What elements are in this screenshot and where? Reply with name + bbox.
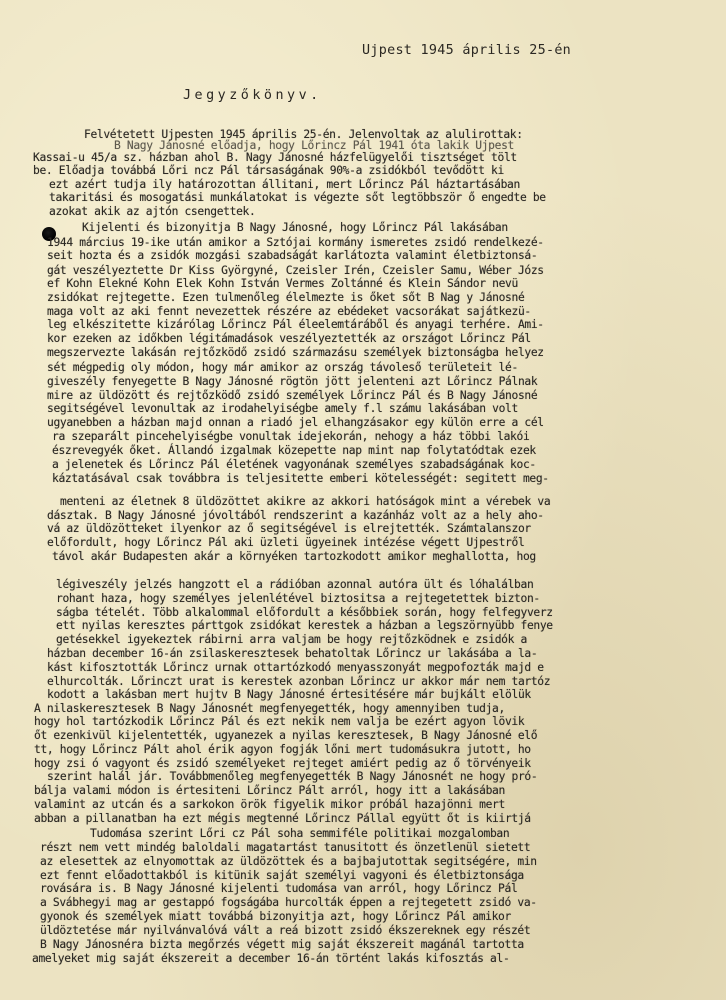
document-line: rohant haza, hogy személyes jelenlétével biztositsa a rejtegetettek bizton- [56,592,540,605]
document-line: hogy hol tartózkodik Lőrincz Pál és ezt nekik nem valja be ezért agyon lövik [34,715,525,728]
document-line: valamint az utcán és a sarkokon örök figyelik mikor próbál hazajönni mert [34,798,505,811]
document-line: üldöztetése már nyilvánvalóvá vált a reá bizott zsidó ékszereknek egy részét [40,924,531,937]
document-title: Jegyzőkönyv. [183,88,322,103]
document-line: giveszély fenyegette B Nagy Jánosné rögtön jött jelenteni azt Lőrincz Pálnak [47,375,538,388]
document-line: azokat akik az ajtón csengettek. [49,205,256,218]
document-line: házban december 16-án zsilaskeresztesek behatoltak Lőrincz ur lakásába a la- [47,647,538,660]
document-line: takaritási és mosogatási munkálatokat is végezte sőt legtöbbször ő engedte be [49,191,546,204]
document-line: leg elkészitette kizárólag Lőrincz Pál éleelemtáráből és anyagi terhére. Ami- [47,318,544,331]
document-line: őt ezenkivül kijelentették, ugyanezek a nyilas keresztesek, B Nagy Jánosné elő [34,729,538,742]
document-line: maga volt az aki fennt nevezettek részére az ebédeket vacsorákat sajátkezü- [47,305,531,318]
document-line: ett nyilas keresztes párttgok zsidókat kerestek a házban a legszörnyübb fenye [56,619,553,632]
document-line: kást kifosztották Lőrincz urnak ottartózkodó menyasszonyát megpofozták majd e [47,661,544,674]
document-line: vá az üldözötteket ilyenkor az ő segitségével is elrejtették. Számtalanszor [47,522,531,535]
document-line: elhurcolták. Lőrinczt urat is kerestek azonban Lőrincz ur akkor már nem tartóz [47,675,551,688]
document-line: észrevegyék őket. Állandó izgalmak közepette nap mint nap folytatódtak ezek [52,444,536,457]
document-line: gát veszélyeztette Dr Kiss Györgyné, Czeisler Irén, Czeisler Samu, Wéber Józs [47,264,544,277]
document-line: A nilaskeresztesek B Nagy Jánosnét megfenyegették, hogy amennyiben tudja, [34,702,505,715]
document-line: mire az üldözött és rejtőzködő zsidó személyek Lőrincz Pál és B Nagy Jánosné [47,389,538,402]
document-line: ugyanebben a házban majd onnan a riadó jel elhangzásakor egy külön erre a cél [47,416,544,429]
document-line: menteni az életnek 8 üldözöttet akikre az akkori hatóságok mint a vérebek va [60,495,551,508]
document-line: távol akár Budapesten akár a környéken tartozkodott amikor meghallotta, hog [52,550,536,563]
document-line: zsidókat rejtegette. Ezen tulmenőleg élelmezte is őket sőt B Nag y Jánosné [47,291,525,304]
document-line: ezt fennt előadottakból is kitünik saját személyi vagyoni és életbiztonsága [40,869,524,882]
document-line: a jelenetek és Lőrincz Pál életének vagyonának személyes szabadságának koc- [52,458,536,471]
document-line: Tudomása szerint Lőri cz Pál soha semmiféle politikai mozgalomban [90,827,510,840]
document-line: rovására is. B Nagy Jánosné kijelenti tudomása van arról, hogy Lőrincz Pál [40,882,518,895]
document-line: káztatásával csak továbbra is teljesitette emberi kötelességét: segitett meg- [52,472,549,485]
document-line: be. Előadja továbbá Lőri ncz Pál társaságának 90%-a zsidókból tevődött ki [33,164,504,177]
document-line: kor ezeken az időkben légitámadások veszélyeztették az országot Lőrincz Pál [47,332,531,345]
document-line: előfordult, hogy Lőrincz Pál aki üzleti ügyeinek intézése végett Ujpestről [47,536,525,549]
document-line: dásztak. B Nagy Jánosné jóvoltából rendszerint a kazánház volt az a hely aho- [47,509,544,522]
document-line: kodott a lakásban mert hujtv B Nagy Jánosné értesitésére már bujkált elölük [47,688,531,701]
document-line: tt, hogy Lőrincz Pált ahol érik agyon fogják lőni mert tudomásukra jutott, ho [34,743,531,756]
document-line: ra szeparált pincehelyiségbe vonultak idejekorán, nehogy a ház többi lakói [52,430,530,443]
document-line: gyonok és személyek miatt továbbá bizonyitja azt, hogy Lőrincz Pál amikor [40,910,511,923]
document-date: Ujpest 1945 április 25-én [362,43,572,58]
document-line: hogy zsi ó vagyont és zsidó személyeket rejteget amiért pedig az ő törvényeik [34,757,531,770]
document-line: részt nem vett mindég baloldali magatartást tanusitott és önzetlenül sietett [40,841,531,854]
document-line: szerint halál jár. Továbbmenőleg megfenyegették B Nagy Jánosnét ne hogy pró- [47,770,538,783]
document-line: ságba tételét. Több alkalommal előfordult a későbbiek során, hogy felfegyverz [56,606,553,619]
document-line: sét mégpedig oly módon, hogy már amikor az ország távoleső területeit lé- [47,361,518,374]
document-line: B Nagy Jánosné előadja, hogy Lőrincz Pál 1941 óta lakik Ujpest [114,139,514,152]
document-line: Kassai-u 45/a sz. házban ahol B. Nagy Jánosné házfelügyelői tisztséget tölt [33,151,517,164]
document-line: légiveszély jelzés hangzott el a rádióban azonnal autóra ült és lóhalálban [56,578,534,591]
document-line: Kijelenti és bizonyitja B Nagy Jánosné, hogy Lőrincz Pál lakásában [82,221,508,234]
document-line: B Nagy Jánosnéra bizta megőrzés végett mig saját ékszereit magánál tartotta [40,938,524,951]
document-line: segitségével levonultak az irodahelyiségbe amely f.l számu lakásában volt [47,402,518,415]
document-line: a Svábhegyi mag ar gestappó fogságába hurcolták éppen a rejtegetett zsidó va- [40,896,537,909]
document-line: abban a pillanatban ha ezt mégis megtenné Lőrincz Pállal együtt őt is kiirtjá [34,812,531,825]
document-line: ef Kohn Elekné Kohn Elek Kohn István Vermes Zoltánné és Klein Sándor nevü [47,277,518,290]
document-line: az elesettek az elnyomottak az üldözöttek és a bajbajutottak segitségére, min [40,855,537,868]
document-line: 1944 március 19-ike után amikor a Sztójai kormány ismeretes zsidó rendelkezé- [47,236,544,249]
document-line: amelyeket mig saját ékszereit a december 16-án történt lakás kifosztás al- [32,952,510,965]
document-line: bálja valami módon is értesiteni Lőrincz Pált arról, hogy itt a lakásában [34,784,505,797]
document-line: seit hozta és a zsidók mozgási szabadságát karlátozta valamint életbiztonsá- [47,249,538,262]
document-line: getésekkel igyekeztek rábirni arra valjam be hogy rejtőzködnek e zsidók a [56,633,527,646]
document-line: Felvétetett Ujpesten 1945 április 25-én. Jelenvoltak az alulirottak: [84,128,523,141]
document-line: megszervezte lakásán rejtőzködő zsidó származásu személyek biztonságba helyez [47,346,544,359]
document-line: ezt azért tudja ily határozottan állitani, mert Lőrincz Pál háztartásában [49,178,520,191]
